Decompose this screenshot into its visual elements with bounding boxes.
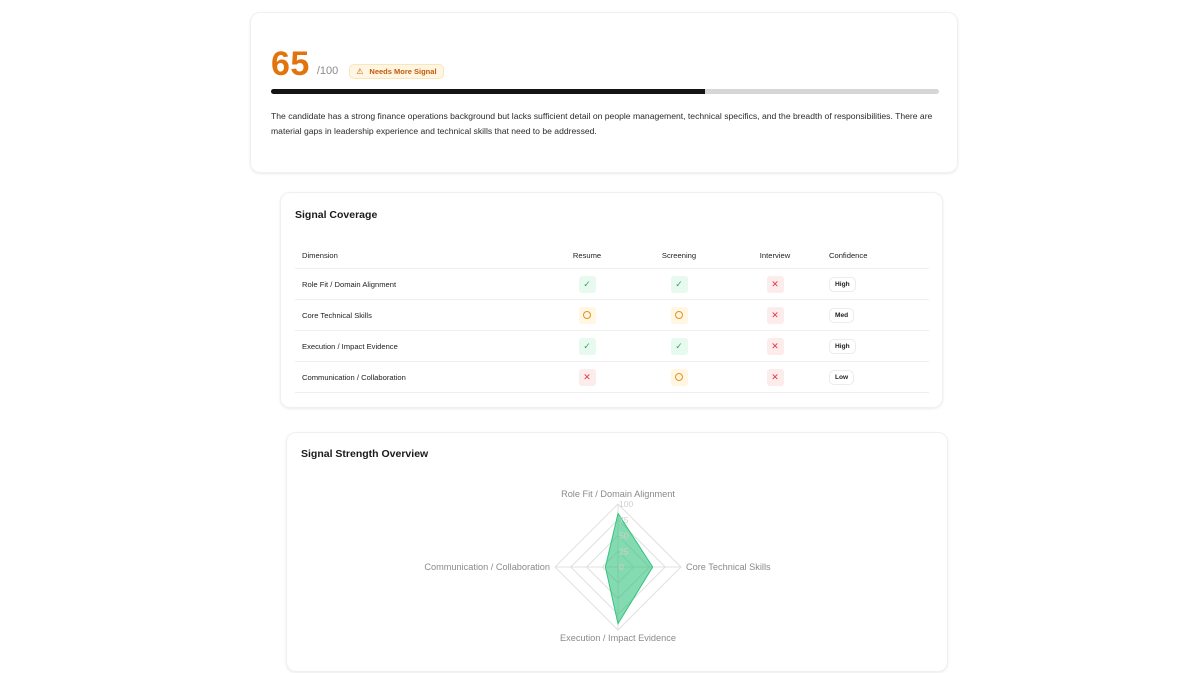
check-icon: ✓ — [579, 276, 596, 293]
table-body — [295, 269, 929, 393]
confidence-cell — [825, 308, 929, 323]
confidence-badge: Low — [829, 370, 854, 385]
table-row — [295, 331, 929, 362]
radar-axis-label: Communication / Collaboration — [424, 562, 550, 572]
score-progress-fill — [271, 89, 705, 94]
signal-strength-title: Signal Strength Overview — [301, 448, 429, 460]
score-card — [250, 12, 958, 173]
radar-tick-label: 75 — [619, 514, 629, 525]
warning-triangle-icon: ⚠ — [356, 67, 364, 76]
column-header-resume: Resume — [572, 251, 602, 260]
radar-tick-label: 100 — [619, 499, 634, 509]
cross-icon: ✕ — [767, 369, 784, 386]
score-row — [271, 45, 444, 83]
screening-cell — [633, 338, 725, 355]
radar-axis-label: Execution / Impact Evidence — [560, 633, 676, 643]
radar-axis-label: Role Fit / Domain Alignment — [561, 489, 675, 499]
check-icon: ✓ — [579, 338, 596, 355]
confidence-badge: High — [829, 339, 856, 354]
dimension-cell: Role Fit / Domain Alignment — [302, 279, 397, 289]
confidence-cell — [825, 339, 929, 354]
status-badge-label: Needs More Signal — [369, 67, 437, 76]
interview-cell — [725, 369, 825, 386]
signal-strength-card — [286, 432, 948, 672]
table-row — [295, 362, 929, 393]
radar-tick-label: 25 — [619, 546, 629, 557]
radar-axis-label: Core Technical Skills — [686, 562, 771, 572]
resume-cell — [541, 369, 633, 386]
partial-icon — [671, 307, 688, 324]
interview-cell — [725, 338, 825, 355]
interview-cell — [725, 276, 825, 293]
dimension-cell: Core Technical Skills — [302, 310, 372, 320]
check-icon: ✓ — [671, 276, 688, 293]
radar-data-area — [605, 513, 652, 623]
dimension-cell: Communication / Collaboration — [302, 372, 406, 382]
cross-icon: ✕ — [767, 276, 784, 293]
interview-cell — [725, 307, 825, 324]
score-max: /100 — [316, 65, 339, 77]
confidence-cell — [825, 370, 929, 385]
cross-icon: ✕ — [579, 369, 596, 386]
column-header-confidence: Confidence — [829, 251, 868, 260]
partial-icon — [671, 369, 688, 386]
table-header — [295, 243, 929, 269]
dimension-cell: Execution / Impact Evidence — [302, 341, 398, 351]
confidence-badge: High — [829, 277, 856, 292]
score-summary: The candidate has a strong finance operations background but lacks sufficient detail on people management, technical specifics, and the breadth of responsibilities. There are material gaps in leadership experience and technical skills that need to be addressed. — [271, 111, 933, 136]
signal-coverage-title: Signal Coverage — [295, 209, 378, 221]
screening-cell — [633, 276, 725, 293]
screening-cell — [633, 307, 725, 324]
resume-cell — [541, 307, 633, 324]
confidence-cell — [825, 277, 929, 292]
cross-icon: ✕ — [767, 338, 784, 355]
table-row — [295, 269, 929, 300]
column-header-dimension: Dimension — [302, 251, 338, 260]
partial-icon — [579, 307, 596, 324]
score-value: 65 — [271, 45, 310, 83]
table-row — [295, 300, 929, 331]
radar-chart — [287, 433, 949, 673]
signal-coverage-card — [280, 192, 943, 408]
radar-tick-label: 0 — [619, 562, 624, 572]
status-badge — [349, 64, 443, 79]
cross-icon: ✕ — [767, 307, 784, 324]
resume-cell — [541, 338, 633, 355]
column-header-screening: Screening — [661, 251, 697, 260]
score-progress-bar — [271, 89, 939, 94]
signal-coverage-table — [295, 243, 929, 393]
check-icon: ✓ — [671, 338, 688, 355]
radar-tick-label: 50 — [619, 530, 629, 541]
confidence-badge: Med — [829, 308, 854, 323]
column-header-interview: Interview — [759, 251, 791, 260]
resume-cell — [541, 276, 633, 293]
screening-cell — [633, 369, 725, 386]
